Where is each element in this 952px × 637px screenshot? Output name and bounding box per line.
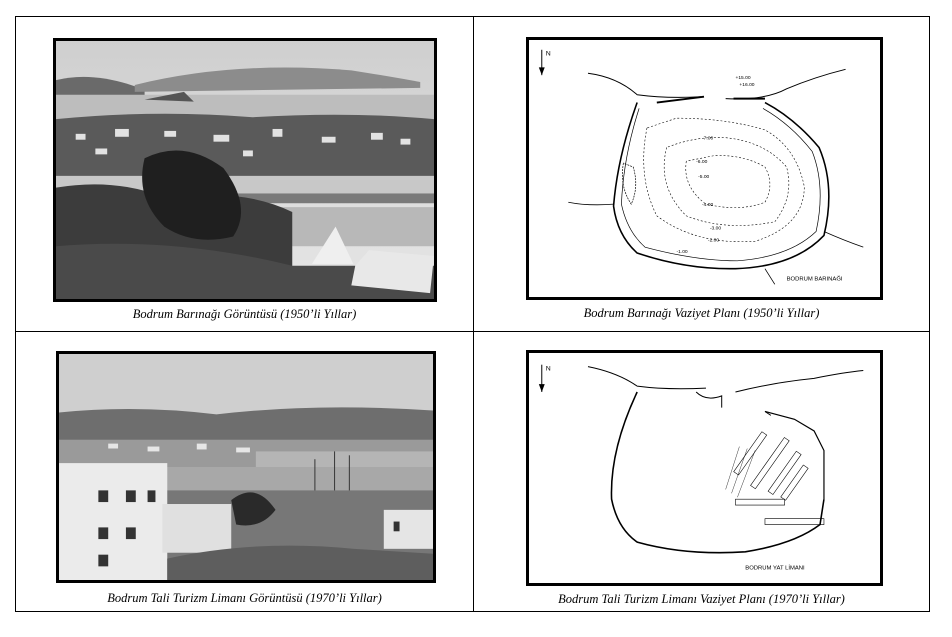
plan-1950s-harbour [526, 37, 883, 300]
depth-label-4: -6.00 [696, 160, 708, 166]
caption-plan-1970s: Bodrum Tali Turizm Limanı Vaziyet Planı (1970’li Yıllar) [558, 592, 845, 606]
row-divider [16, 331, 929, 332]
depth-label-2: +16.00 [739, 82, 755, 88]
depth-label-7: -3.00 [709, 226, 722, 232]
photo-1950s-harbour [53, 38, 437, 302]
depth-label-6: -4.00 [702, 203, 714, 209]
depth-label-3: -7.00 [702, 136, 714, 142]
plan-title-1970s: BODRUM YAT LİMANI [745, 565, 805, 572]
depth-label-8: -2.00 [707, 238, 720, 244]
north-label-2: N [545, 365, 551, 373]
depth-label-1: +15.00 [735, 76, 751, 82]
plan-title-1950s: BODRUM BARINAĞI [786, 276, 843, 283]
figure-table [15, 16, 930, 612]
depth-label-5: -5.00 [698, 174, 710, 180]
caption-photo-1950s: Bodrum Barınağı Görüntüsü (1950’li Yıllar) [132, 307, 357, 321]
photo-1970s-harbour [56, 351, 436, 583]
caption-plan-1950s: Bodrum Barınağı Vaziyet Planı (1950’li Yıllar) [583, 306, 820, 320]
plan-1970s-harbour [526, 350, 883, 586]
caption-photo-1970s: Bodrum Tali Turizm Limanı Görüntüsü (1970’li Yıllar) [107, 591, 382, 605]
depth-label-9: -1.00 [676, 250, 688, 256]
north-label: N [545, 50, 551, 58]
